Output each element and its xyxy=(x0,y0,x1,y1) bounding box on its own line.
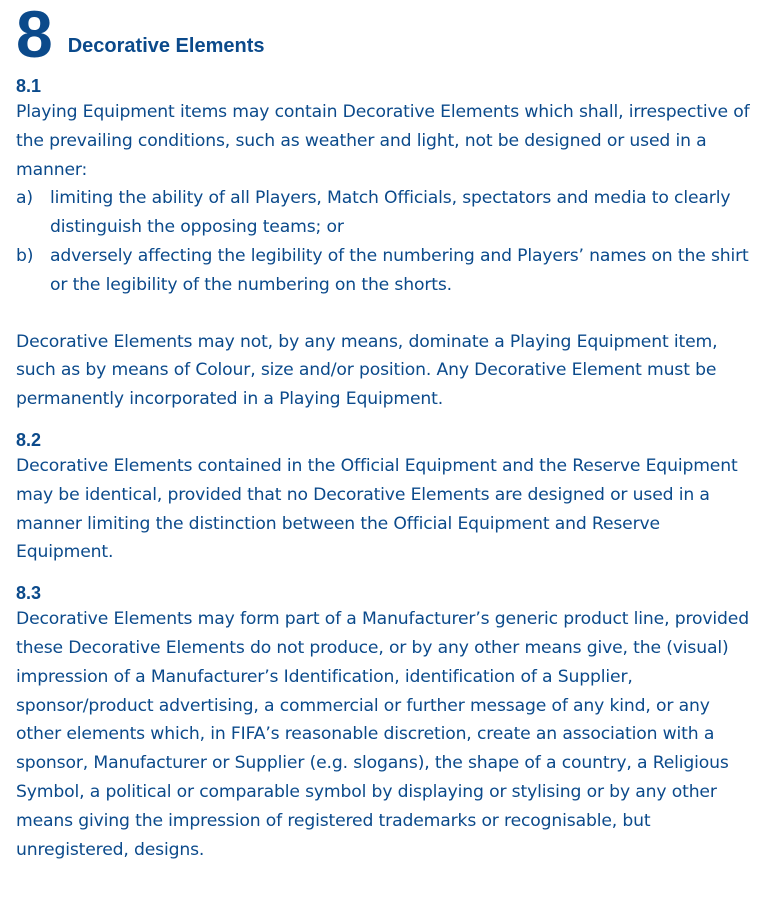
chapter-number: 8 xyxy=(16,0,52,71)
list-text: adversely affecting the legibility of the numbering and Players’ names on the shirt or the legibility of the numbering on the shorts. xyxy=(50,245,749,295)
list-text: limiting the ability of all Players, Match Officials, spectators and media to clearly distinguish the opposing teams; or xyxy=(50,188,731,238)
paragraph-spacer xyxy=(16,300,758,328)
section-text: Decorative Elements may form part of a Manufacturer’s generic product line, provided these Decorative Elements do not produce, or by any other means give, the (visual) impression of a Manufacturer’s Identification, identification of a Supplier, sponsor/product advertising, a commercial or further message of any kind, or any other elements which, in FIFA’s reasonable discretion, create an association with a sponsor, Manufacturer or Supplier (e.g. slogans), the shape of a country, a Religious Symbol, a political or comparable symbol by displaying or stylising or by any other means giving the impression of registered trademarks or recognisable, but unregistered, designs. xyxy=(16,609,749,860)
section-number: 8.2 xyxy=(16,429,42,450)
section-text: Decorative Elements contained in the Official Equipment and the Reserve Equipment may be identical, provided that no Decorative Elements are designed or used in a manner limiting the distinction between the Official Equipment and Reserve Equipment. xyxy=(16,455,738,563)
chapter-header xyxy=(16,0,758,71)
list-marker: a) xyxy=(16,188,33,209)
section-8-2 xyxy=(16,428,758,567)
list-item-a xyxy=(16,184,758,242)
section-list xyxy=(16,184,758,299)
section-intro: Playing Equipment items may contain Decorative Elements which shall, irrespective of the prevailing conditions, such as weather and light, not be designed or used in a manner: xyxy=(16,102,750,180)
section-number: 8.3 xyxy=(16,583,42,604)
list-marker: b) xyxy=(16,245,34,266)
section-followup: Decorative Elements may not, by any means, dominate a Playing Equipment item, such as by means of Colour, size and/or position. Any Decorative Element must be permanently incorporated in a Playing Equipment. xyxy=(16,331,718,410)
section-8-3 xyxy=(16,581,758,864)
list-item-b xyxy=(16,242,758,300)
section-number: 8.1 xyxy=(16,76,42,96)
section-8-1 xyxy=(16,74,758,414)
chapter-title: Decorative Elements xyxy=(67,35,265,57)
